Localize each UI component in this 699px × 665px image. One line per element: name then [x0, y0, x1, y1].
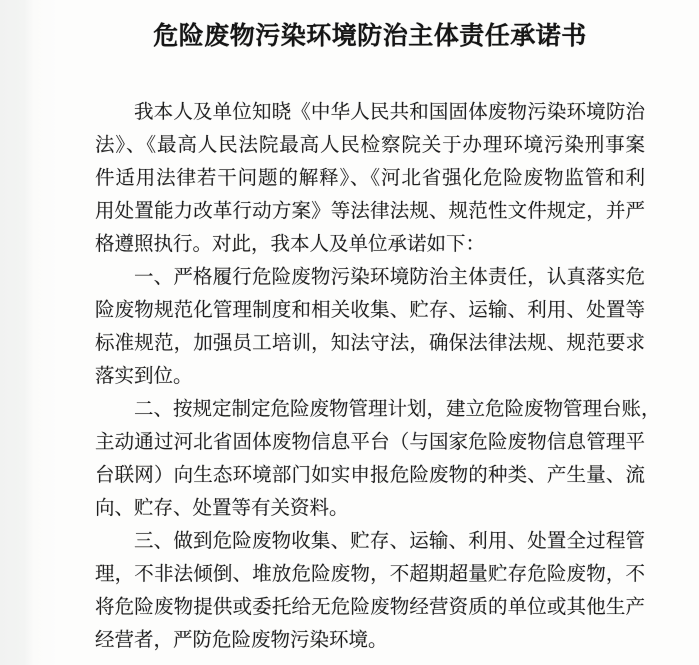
- text-line: 理，不非法倾倒、堆放危险废物，不超期超量贮存危险废物，不: [95, 564, 645, 585]
- text-line: 用处置能力改革行动方案》等法律法规、规范性文件规定，并严: [95, 201, 645, 222]
- text-line: 二、按规定制定危险废物管理计划，建立危险废物管理台账，: [134, 399, 661, 420]
- text-line: 三、做到危险废物收集、贮存、运输、利用、处置全过程管: [134, 531, 645, 552]
- text-line: 经营者，严防危险废物污染环境。: [95, 630, 388, 651]
- text-line: 将危险废物提供或委托给无危险废物经营资质的单位或其他生产: [95, 597, 645, 618]
- paragraph-intro: [95, 96, 645, 261]
- text-line: 件适用法律若干问题的解释》、《河北省强化危险废物监管和利: [95, 168, 645, 189]
- text-line: 险废物规范化管理制度和相关收集、贮存、运输、利用、处置等: [95, 300, 645, 321]
- document-content: [95, 0, 661, 657]
- text-line: 向、贮存、处置等有关资料。: [95, 498, 349, 519]
- text-line: 法》、《最高人民法院最高人民检察院关于办理环境污染刑事案: [95, 135, 645, 156]
- text-line: 主动通过河北省固体废物信息平台（与国家危险废物信息管理平: [95, 432, 645, 453]
- document-title: 危险废物污染环境防治主体责任承诺书: [153, 23, 587, 50]
- text-line: 落实到位。: [95, 366, 193, 387]
- text-line: 标准规范，加强员工培训，知法守法，确保法律法规、规范要求: [95, 333, 645, 354]
- text-line: 一、严格履行危险废物污染环境防治主体责任，认真落实危: [134, 267, 645, 288]
- text-line: 台联网）向生态环境部门如实申报危险废物的种类、产生量、流: [95, 465, 645, 486]
- paragraph-item-2: [95, 393, 661, 525]
- paragraph-item-1: [95, 261, 645, 393]
- document-body: [95, 96, 661, 657]
- text-line: 我本人及单位知晓《中华人民共和国固体废物污染环境防治: [134, 102, 645, 123]
- paragraph-item-3: [95, 525, 645, 657]
- text-line: 格遵照执行。对此，我本人及单位承诺如下：: [95, 234, 486, 255]
